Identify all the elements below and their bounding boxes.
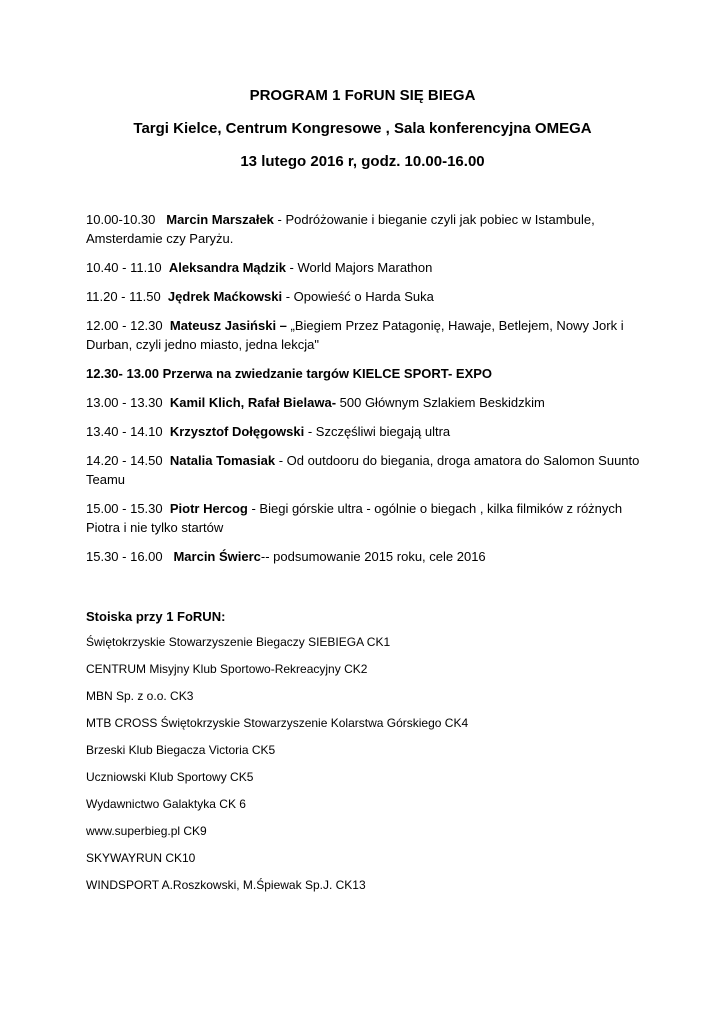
program-break (86, 364, 646, 383)
stands-section (86, 607, 646, 904)
entry-topic: - World Majors Marathon (285, 260, 433, 275)
entry-speaker: Marcin Marszałek (166, 212, 274, 227)
entry-topic: - Podróżowanie i bieganie czyli jak pobiec w Istambule, Amsterdamie czy Paryżu. (86, 212, 595, 246)
entry-time: 12.00 - 12.30 (86, 318, 163, 333)
entry-speaker: Mateusz Jasiński – (169, 318, 287, 333)
entry-separator (163, 395, 170, 410)
stands-list (86, 634, 646, 894)
program-entry (86, 451, 646, 489)
entry-time: 14.20 - 14.50 (86, 453, 163, 468)
entry-time: 13.00 - 13.30 (86, 395, 163, 410)
stand-item: SKYWAYRUN CK10 (86, 851, 196, 865)
entry-speaker: Jędrek Maćkowski (167, 289, 283, 304)
program-entry (86, 287, 646, 306)
stand-item: Wydawnictwo Galaktyka CK 6 (86, 797, 246, 811)
entry-time: 10.40 - 11.10 (86, 260, 162, 275)
entry-speaker: Marcin Świerc (173, 549, 261, 564)
entry-topic: „Biegiem Przez Patagonię, Hawaje, Betlejem, Nowy Jork i Durban, czyli jedno miasto, jedna lekcja" (86, 318, 624, 352)
entry-topic: 500 Głównym Szlakiem Beskidzkim (336, 395, 545, 410)
document-header (0, 86, 725, 185)
stand-item: CENTRUM Misyjny Klub Sportowo-Rekreacyjny CK2 (86, 662, 368, 676)
date-line: 13 lutego 2016 r, godz. 10.00-16.00 (240, 153, 485, 170)
program-entry (86, 422, 646, 441)
entry-speaker: Aleksandra Mądzik (168, 260, 286, 275)
stand-item: MTB CROSS Świętokrzyskie Stowarzyszenie Kolarstwa Górskiego CK4 (86, 716, 469, 730)
entry-time: 10.00-10.30 (86, 212, 156, 227)
stand-item: WINDSPORT A.Roszkowski, M.Śpiewak Sp.J. CK13 (86, 878, 366, 892)
entry-separator (163, 424, 170, 439)
program-entry (86, 393, 646, 412)
stand-item: MBN Sp. z o.o. CK3 (86, 689, 194, 703)
entry-speaker: Natalia Tomasiak (169, 453, 276, 468)
program-schedule (86, 210, 646, 576)
program-entry (86, 258, 646, 277)
entry-topic: - Opowieść o Harda Suka (282, 289, 434, 304)
entry-time: 15.30 - 16.00 (86, 549, 163, 564)
program-entry (86, 499, 646, 537)
program-entry (86, 210, 646, 248)
program-title: PROGRAM 1 FoRUN SIĘ BIEGA (249, 87, 476, 104)
entry-topic: - Biegi górskie ultra - ogólnie o biegach , kilka filmików z różnych Piotra i nie tylko startów (86, 501, 623, 535)
break-text: 12.30- 13.00 Przerwa na zwiedzanie targów KIELCE SPORT- EXPO (86, 366, 493, 381)
stand-item: Brzeski Klub Biegacza Victoria CK5 (86, 743, 276, 757)
entry-separator (163, 453, 170, 468)
stand-item: Uczniowski Klub Sportowy CK5 (86, 770, 254, 784)
program-entry (86, 316, 646, 354)
program-entry (86, 547, 646, 566)
stand-item: www.superbieg.pl CK9 (86, 824, 207, 838)
entry-separator (161, 289, 168, 304)
entry-topic: - Szczęśliwi biegają ultra (304, 424, 451, 439)
stands-title: Stoiska przy 1 FoRUN: (86, 609, 226, 624)
entry-separator (163, 501, 170, 516)
entry-speaker: Kamil Klich, Rafał Bielawa- (169, 395, 337, 410)
entry-topic: -- podsumowanie 2015 roku, cele 2016 (260, 549, 486, 564)
entry-time: 15.00 - 15.30 (86, 501, 163, 516)
entry-separator (163, 318, 170, 333)
entry-separator (163, 549, 174, 564)
venue-line: Targi Kielce, Centrum Kongresowe , Sala konferencyjna OMEGA (133, 120, 592, 137)
entry-time: 13.40 - 14.10 (86, 424, 163, 439)
entry-time: 11.20 - 11.50 (86, 289, 161, 304)
entry-separator (155, 212, 166, 227)
entry-separator (162, 260, 169, 275)
entry-topic: - Od outdooru do biegania, droga amatora do Salomon Suunto Teamu (86, 453, 640, 487)
entry-speaker: Krzysztof Dołęgowski (169, 424, 305, 439)
stand-item: Świętokrzyskie Stowarzyszenie Biegaczy SIEBIEGA CK1 (86, 635, 391, 649)
entry-speaker: Piotr Hercog (169, 501, 248, 516)
